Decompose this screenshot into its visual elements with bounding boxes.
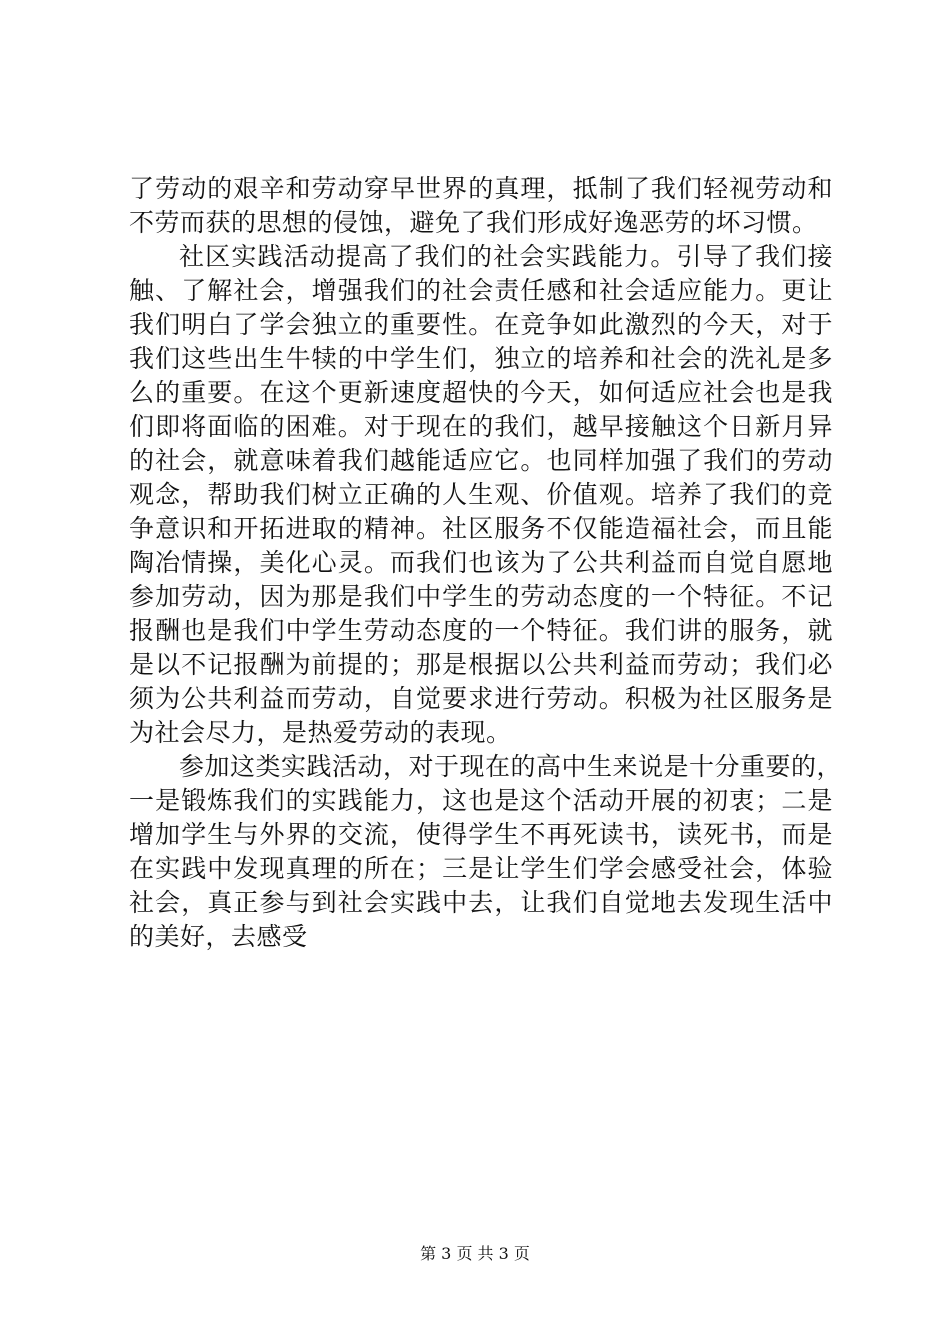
text-line: 社会，真正参与到社会实践中去，让我们自觉地去发现生活中 [129, 888, 833, 917]
text-line: 了劳动的艰辛和劳动穿早世界的真理，抵制了我们轻视劳动和 [129, 174, 833, 203]
text-line: 我们明白了学会独立的重要性。在竞争如此激烈的今天，对于 [129, 310, 833, 339]
text-line: 为社会尽力，是热爱劳动的表现。 [129, 718, 512, 747]
text-line: 我们这些出生牛犊的中学生们，独立的培养和社会的洗礼是多 [129, 344, 833, 373]
text-line: 不劳而获的思想的侵蚀，避免了我们形成好逸恶劳的坏习惯。 [129, 208, 818, 237]
text-line: 须为公共利益而劳动，自觉要求进行劳动。积极为社区服务是 [129, 684, 833, 713]
text-line: 增加学生与外界的交流，使得学生不再死读书，读死书，而是 [129, 820, 833, 849]
document-body [129, 172, 843, 954]
text-line: 的社会，就意味着我们越能适应它。也同样加强了我们的劳动 [129, 446, 833, 475]
text-line: 们即将面临的困难。对于现在的我们，越早接触这个日新月异 [129, 412, 833, 441]
text-line: 参加劳动，因为那是我们中学生的劳动态度的一个特征。不记 [129, 582, 833, 611]
paragraph-start-line: 参加这类实践活动，对于现在的高中生来说是十分重要的， [179, 752, 843, 781]
page-number-footer: 第 3 页 共 3 页 [420, 1244, 530, 1263]
text-line: 陶冶情操，美化心灵。而我们也该为了公共利益而自觉自愿地 [129, 548, 833, 577]
text-line: 在实践中发现真理的所在；三是让学生们学会感受社会，体验 [129, 854, 833, 883]
text-line: 的美好，去感受 [129, 922, 308, 951]
text-line: 争意识和开拓进取的精神。社区服务不仅能造福社会，而且能 [129, 514, 833, 543]
text-line: 观念，帮助我们树立正确的人生观、价值观。培养了我们的竞 [129, 480, 833, 509]
paragraph-start-line: 社区实践活动提高了我们的社会实践能力。引导了我们接 [179, 242, 833, 271]
text-line: 报酬也是我们中学生劳动态度的一个特征。我们讲的服务，就 [129, 616, 833, 645]
text-line: 是以不记报酬为前提的；那是根据以公共利益而劳动；我们必 [129, 650, 833, 679]
text-line: 一是锻炼我们的实践能力，这也是这个活动开展的初衷；二是 [129, 786, 833, 815]
text-line: 么的重要。在这个更新速度超快的今天，如何适应社会也是我 [129, 378, 833, 407]
text-line: 触、了解社会，增强我们的社会责任感和社会适应能力。更让 [129, 276, 833, 305]
